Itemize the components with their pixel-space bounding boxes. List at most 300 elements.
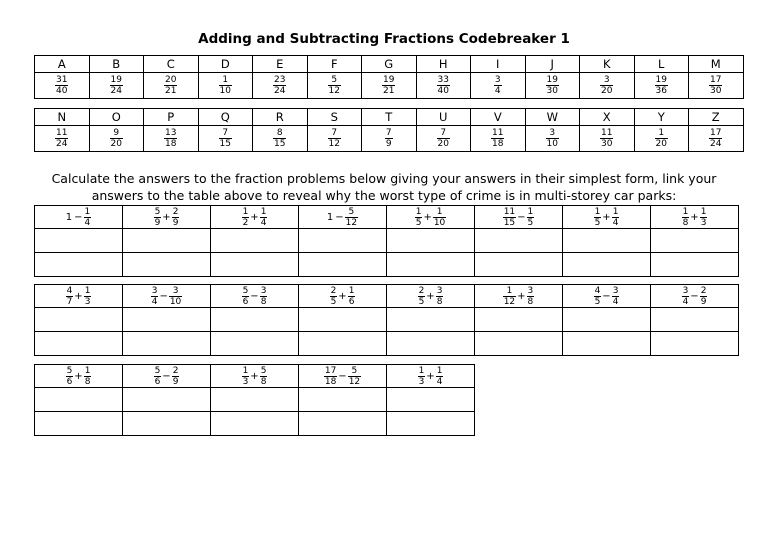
numerator: 3 <box>494 75 501 85</box>
answer-cell[interactable] <box>211 388 299 412</box>
numerator: 20 <box>165 75 177 85</box>
numerator: 3 <box>527 285 534 296</box>
code-fraction <box>437 75 450 96</box>
letter-cell[interactable] <box>387 332 475 356</box>
denominator: 18 <box>324 376 337 387</box>
code-fraction <box>382 75 395 96</box>
code-value-x <box>580 126 635 152</box>
letter-cell[interactable] <box>299 412 387 436</box>
answer-cell[interactable] <box>123 229 211 253</box>
numerator: 19 <box>383 75 395 85</box>
code-value-k <box>580 73 635 99</box>
fraction-operand <box>418 366 426 387</box>
numerator: 7 <box>440 128 447 138</box>
denominator: 15 <box>219 139 231 149</box>
problem-1-5 <box>387 206 475 229</box>
code-letter-c: C <box>144 56 199 73</box>
denominator: 4 <box>151 296 158 307</box>
denominator: 15 <box>274 139 286 149</box>
code-fraction <box>546 128 559 149</box>
numerator: 33 <box>437 75 449 85</box>
numerator: 5 <box>351 365 358 376</box>
fraction-operand <box>242 286 250 307</box>
numerator: 8 <box>276 128 283 138</box>
denominator: 24 <box>110 86 122 96</box>
answer-cell[interactable] <box>651 308 739 332</box>
code-letter-h: H <box>416 56 471 73</box>
denominator: 8 <box>682 217 689 228</box>
denominator: 21 <box>165 86 177 96</box>
fraction-operand <box>151 286 159 307</box>
problem-2-6 <box>475 285 563 308</box>
code-fraction <box>328 75 341 96</box>
denominator: 4 <box>682 296 689 307</box>
denominator: 3 <box>84 296 91 307</box>
denominator: 5 <box>418 296 425 307</box>
letter-cell[interactable] <box>651 253 739 277</box>
denominator: 2 <box>242 217 249 228</box>
denominator: 9 <box>700 296 707 307</box>
fraction-operand <box>154 366 162 387</box>
code-fraction <box>273 128 286 149</box>
problem-1-8 <box>651 206 739 229</box>
denominator: 4 <box>84 217 91 228</box>
denominator: 8 <box>527 296 534 307</box>
letter-cell[interactable] <box>35 332 123 356</box>
problem-2-5 <box>387 285 475 308</box>
code-letter-p: P <box>144 109 199 126</box>
fraction-operand <box>345 207 358 228</box>
letter-cell[interactable] <box>35 412 123 436</box>
code-value-f <box>307 73 362 99</box>
fraction-operand <box>66 286 74 307</box>
denominator: 5 <box>594 296 601 307</box>
code-letter-s: S <box>307 109 362 126</box>
numerator: 3 <box>549 128 556 138</box>
denominator: 30 <box>601 139 613 149</box>
code-letter-w: W <box>525 109 580 126</box>
numerator: 3 <box>172 285 179 296</box>
operator: − <box>602 290 611 302</box>
numerator: 17 <box>710 128 722 138</box>
numerator: 1 <box>242 206 249 217</box>
answer-cell[interactable] <box>299 308 387 332</box>
denominator: 18 <box>165 139 177 149</box>
problem-1-7 <box>563 206 651 229</box>
letter-cell[interactable] <box>651 332 739 356</box>
letter-answer-row <box>35 412 475 436</box>
denominator: 6 <box>66 376 73 387</box>
code-value-m <box>689 73 744 99</box>
denominator: 10 <box>546 139 558 149</box>
value-row <box>35 73 744 99</box>
code-fraction <box>273 75 286 96</box>
numerator: 3 <box>682 285 689 296</box>
fraction-operand <box>84 207 92 228</box>
code-value-w <box>525 126 580 152</box>
answer-cell[interactable] <box>387 308 475 332</box>
answer-row <box>35 308 739 332</box>
code-value-h <box>416 73 471 99</box>
code-letter-q: Q <box>198 109 253 126</box>
denominator: 5 <box>415 217 422 228</box>
fraction-operand <box>172 366 180 387</box>
denominator: 9 <box>385 139 392 149</box>
denominator: 4 <box>612 296 619 307</box>
letter-cell[interactable] <box>123 412 211 436</box>
letter-cell[interactable] <box>35 253 123 277</box>
numerator: 11 <box>503 206 516 217</box>
denominator: 8 <box>84 376 91 387</box>
numerator: 1 <box>612 206 619 217</box>
denominator: 4 <box>612 217 619 228</box>
problem-1-1 <box>35 206 123 229</box>
denominator: 18 <box>492 139 504 149</box>
code-letter-y: Y <box>634 109 689 126</box>
operator: − <box>338 370 347 382</box>
denominator: 24 <box>56 139 68 149</box>
numerator: 5 <box>242 285 249 296</box>
answer-cell[interactable] <box>35 308 123 332</box>
fraction-operand <box>436 286 444 307</box>
fraction-operand <box>433 207 446 228</box>
numerator: 11 <box>492 128 504 138</box>
code-letter-v: V <box>471 109 526 126</box>
code-fraction <box>110 128 123 149</box>
denominator: 9 <box>172 217 179 228</box>
code-fraction <box>219 128 232 149</box>
code-letter-t: T <box>362 109 417 126</box>
denominator: 40 <box>56 86 68 96</box>
denominator: 6 <box>154 376 161 387</box>
answer-cell[interactable] <box>387 229 475 253</box>
answer-cell[interactable] <box>475 229 563 253</box>
operator: + <box>162 211 171 223</box>
denominator: 3 <box>242 376 249 387</box>
letter-answer-row <box>35 253 739 277</box>
problem-row <box>35 285 739 308</box>
answer-cell[interactable] <box>35 229 123 253</box>
code-letter-u: U <box>416 109 471 126</box>
code-value-n <box>35 126 90 152</box>
operator: + <box>517 290 526 302</box>
numerator: 5 <box>260 365 267 376</box>
answer-cell[interactable] <box>651 229 739 253</box>
fraction-operand <box>700 207 708 228</box>
problem-2-8 <box>651 285 739 308</box>
answer-cell[interactable] <box>563 308 651 332</box>
numerator: 1 <box>700 206 707 217</box>
denominator: 10 <box>433 217 446 228</box>
code-value-q <box>198 126 253 152</box>
problem-1-6 <box>475 206 563 229</box>
denominator: 12 <box>328 86 340 96</box>
operator: − <box>74 211 83 223</box>
numerator: 1 <box>222 75 229 85</box>
fraction-operand <box>612 286 620 307</box>
numerator: 31 <box>56 75 68 85</box>
letter-cell[interactable] <box>123 332 211 356</box>
code-letter-n: N <box>35 109 90 126</box>
numerator: 7 <box>222 128 229 138</box>
numerator: 4 <box>594 285 601 296</box>
code-letter-e: E <box>253 56 308 73</box>
numerator: 5 <box>154 365 161 376</box>
denominator: 4 <box>260 217 267 228</box>
numerator: 19 <box>546 75 558 85</box>
instructions-text: Calculate the answers to the fraction problems below giving your answers in their simplest form, link your answers to the table above to reveal why the worst type of crime is in multi-storey car parks: <box>51 171 717 203</box>
denominator: 24 <box>710 139 722 149</box>
letter-cell[interactable] <box>563 253 651 277</box>
letter-cell[interactable] <box>387 412 475 436</box>
code-letter-i: I <box>471 56 526 73</box>
numerator: 4 <box>66 285 73 296</box>
code-value-j <box>525 73 580 99</box>
code-letter-f: F <box>307 56 362 73</box>
code-fraction <box>110 75 123 96</box>
answer-cell[interactable] <box>387 388 475 412</box>
numerator: 19 <box>110 75 122 85</box>
code-value-e <box>253 73 308 99</box>
value-row <box>35 126 744 152</box>
denominator: 21 <box>383 86 395 96</box>
answer-cell[interactable] <box>299 229 387 253</box>
code-value-z <box>689 126 744 152</box>
answer-cell[interactable] <box>211 229 299 253</box>
operator: + <box>338 290 347 302</box>
code-fraction <box>655 128 668 149</box>
fraction-operand <box>527 207 535 228</box>
numerator: 3 <box>260 285 267 296</box>
fraction-operand <box>84 366 92 387</box>
numerator: 2 <box>330 285 337 296</box>
numerator: 7 <box>385 128 392 138</box>
numerator: 3 <box>603 75 610 85</box>
code-letter-j: J <box>525 56 580 73</box>
numerator: 2 <box>172 206 179 217</box>
operator: + <box>250 370 259 382</box>
numerator: 1 <box>242 365 249 376</box>
operator: − <box>162 370 171 382</box>
denominator: 9 <box>172 376 179 387</box>
problem-2-1 <box>35 285 123 308</box>
code-value-l <box>634 73 689 99</box>
fraction-operand <box>330 286 338 307</box>
problem-row <box>35 206 739 229</box>
code-fraction <box>385 128 393 149</box>
fraction-operand <box>682 286 690 307</box>
fraction-operand <box>348 286 356 307</box>
answer-cell[interactable] <box>123 388 211 412</box>
problem-2-3 <box>211 285 299 308</box>
answer-cell[interactable] <box>475 308 563 332</box>
operator: + <box>74 290 83 302</box>
code-letter-k: K <box>580 56 635 73</box>
numerator: 1 <box>594 206 601 217</box>
letter-cell[interactable] <box>563 332 651 356</box>
answer-cell[interactable] <box>299 388 387 412</box>
numerator: 9 <box>113 128 120 138</box>
letter-row <box>35 56 744 73</box>
fraction-operand <box>612 207 620 228</box>
code-value-p <box>144 126 199 152</box>
answer-cell[interactable] <box>211 308 299 332</box>
problem-table-1 <box>34 205 739 277</box>
fraction-operand <box>700 286 708 307</box>
letter-cell[interactable] <box>211 332 299 356</box>
denominator: 3 <box>700 217 707 228</box>
fraction-operand <box>260 366 268 387</box>
problem-3-5 <box>387 365 475 388</box>
answer-cell[interactable] <box>123 308 211 332</box>
answer-row <box>35 229 739 253</box>
numerator: 17 <box>710 75 722 85</box>
problem-3-4 <box>299 365 387 388</box>
fraction-operand <box>503 286 516 307</box>
numerator: 1 <box>84 206 91 217</box>
problem-2-4 <box>299 285 387 308</box>
fraction-operand <box>527 286 535 307</box>
operator: + <box>250 211 259 223</box>
code-letter-g: G <box>362 56 417 73</box>
code-fraction <box>600 128 613 149</box>
numerator: 3 <box>436 285 443 296</box>
answer-row <box>35 388 475 412</box>
fraction-operand <box>66 366 74 387</box>
denominator: 6 <box>348 296 355 307</box>
numerator: 19 <box>655 75 667 85</box>
code-fraction <box>655 75 668 96</box>
code-letter-z: Z <box>689 109 744 126</box>
fraction-operand <box>418 286 426 307</box>
code-letter-o: O <box>89 109 144 126</box>
fraction-operand <box>503 207 516 228</box>
code-fraction <box>546 75 559 96</box>
denominator: 4 <box>436 376 443 387</box>
operator: + <box>426 370 435 382</box>
denominator: 8 <box>260 296 267 307</box>
denominator: 20 <box>655 139 667 149</box>
answer-cell[interactable] <box>35 388 123 412</box>
code-fraction <box>437 128 450 149</box>
problem-1-2 <box>123 206 211 229</box>
numerator: 1 <box>84 285 91 296</box>
letter-cell[interactable] <box>387 253 475 277</box>
code-value-y <box>634 126 689 152</box>
problem-1-4 <box>299 206 387 229</box>
fraction-operand <box>242 366 250 387</box>
numerator: 13 <box>165 128 177 138</box>
letter-cell[interactable] <box>211 253 299 277</box>
denominator: 4 <box>494 86 501 96</box>
denominator: 20 <box>110 139 122 149</box>
fraction-operand <box>260 286 268 307</box>
fraction-operand <box>324 366 337 387</box>
code-fraction <box>494 75 502 96</box>
numerator: 1 <box>658 128 665 138</box>
letter-answer-row <box>35 332 739 356</box>
answer-cell[interactable] <box>563 229 651 253</box>
denominator: 5 <box>527 217 534 228</box>
code-value-a <box>35 73 90 99</box>
code-fraction <box>219 75 232 96</box>
problem-table-2 <box>34 284 739 356</box>
code-value-i <box>471 73 526 99</box>
code-value-v <box>471 126 526 152</box>
letter-cell[interactable] <box>211 412 299 436</box>
numerator: 1 <box>418 365 425 376</box>
code-table-n-to-z <box>34 108 744 152</box>
problem-row <box>35 365 475 388</box>
problem-3-1 <box>35 365 123 388</box>
fraction-operand <box>154 207 162 228</box>
code-letter-m: M <box>689 56 744 73</box>
operator: − <box>517 211 526 223</box>
letter-cell[interactable] <box>475 332 563 356</box>
numerator: 2 <box>418 285 425 296</box>
operator: − <box>159 290 168 302</box>
code-value-r <box>253 126 308 152</box>
code-fraction <box>164 75 177 96</box>
operator: + <box>426 290 435 302</box>
numerator: 2 <box>172 365 179 376</box>
code-fraction <box>709 128 722 149</box>
denominator: 10 <box>169 296 182 307</box>
worksheet-title: Adding and Subtracting Fractions Codebreaker 1 <box>198 31 570 47</box>
fraction-operand <box>594 207 602 228</box>
problem-2-2 <box>123 285 211 308</box>
code-table-a-to-m <box>34 55 744 99</box>
fraction-operand <box>242 207 250 228</box>
code-value-c <box>144 73 199 99</box>
code-value-d <box>198 73 253 99</box>
numerator: 1 <box>348 285 355 296</box>
code-fraction <box>164 128 177 149</box>
numerator: 1 <box>415 206 422 217</box>
code-fraction <box>491 128 504 149</box>
numerator: 11 <box>601 128 613 138</box>
numerator: 1 <box>84 365 91 376</box>
numerator: 5 <box>331 75 338 85</box>
numerator: 3 <box>612 285 619 296</box>
code-fraction <box>328 128 341 149</box>
problem-3-3 <box>211 365 299 388</box>
letter-row <box>35 109 744 126</box>
fraction-operand <box>84 286 92 307</box>
denominator: 15 <box>503 217 516 228</box>
fraction-operand <box>172 207 180 228</box>
numerator: 1 <box>527 206 534 217</box>
denominator: 10 <box>219 86 231 96</box>
denominator: 30 <box>710 86 722 96</box>
denominator: 12 <box>328 139 340 149</box>
letter-cell[interactable] <box>123 253 211 277</box>
numerator: 23 <box>274 75 286 85</box>
fraction-operand <box>415 207 423 228</box>
code-letter-a: A <box>35 56 90 73</box>
denominator: 5 <box>594 217 601 228</box>
numerator: 7 <box>331 128 338 138</box>
letter-cell[interactable] <box>475 253 563 277</box>
code-value-g <box>362 73 417 99</box>
operator: − <box>250 290 259 302</box>
letter-cell[interactable] <box>299 253 387 277</box>
code-letter-x: X <box>580 109 635 126</box>
denominator: 20 <box>601 86 613 96</box>
letter-cell[interactable] <box>299 332 387 356</box>
denominator: 12 <box>348 376 361 387</box>
numerator: 5 <box>66 365 73 376</box>
